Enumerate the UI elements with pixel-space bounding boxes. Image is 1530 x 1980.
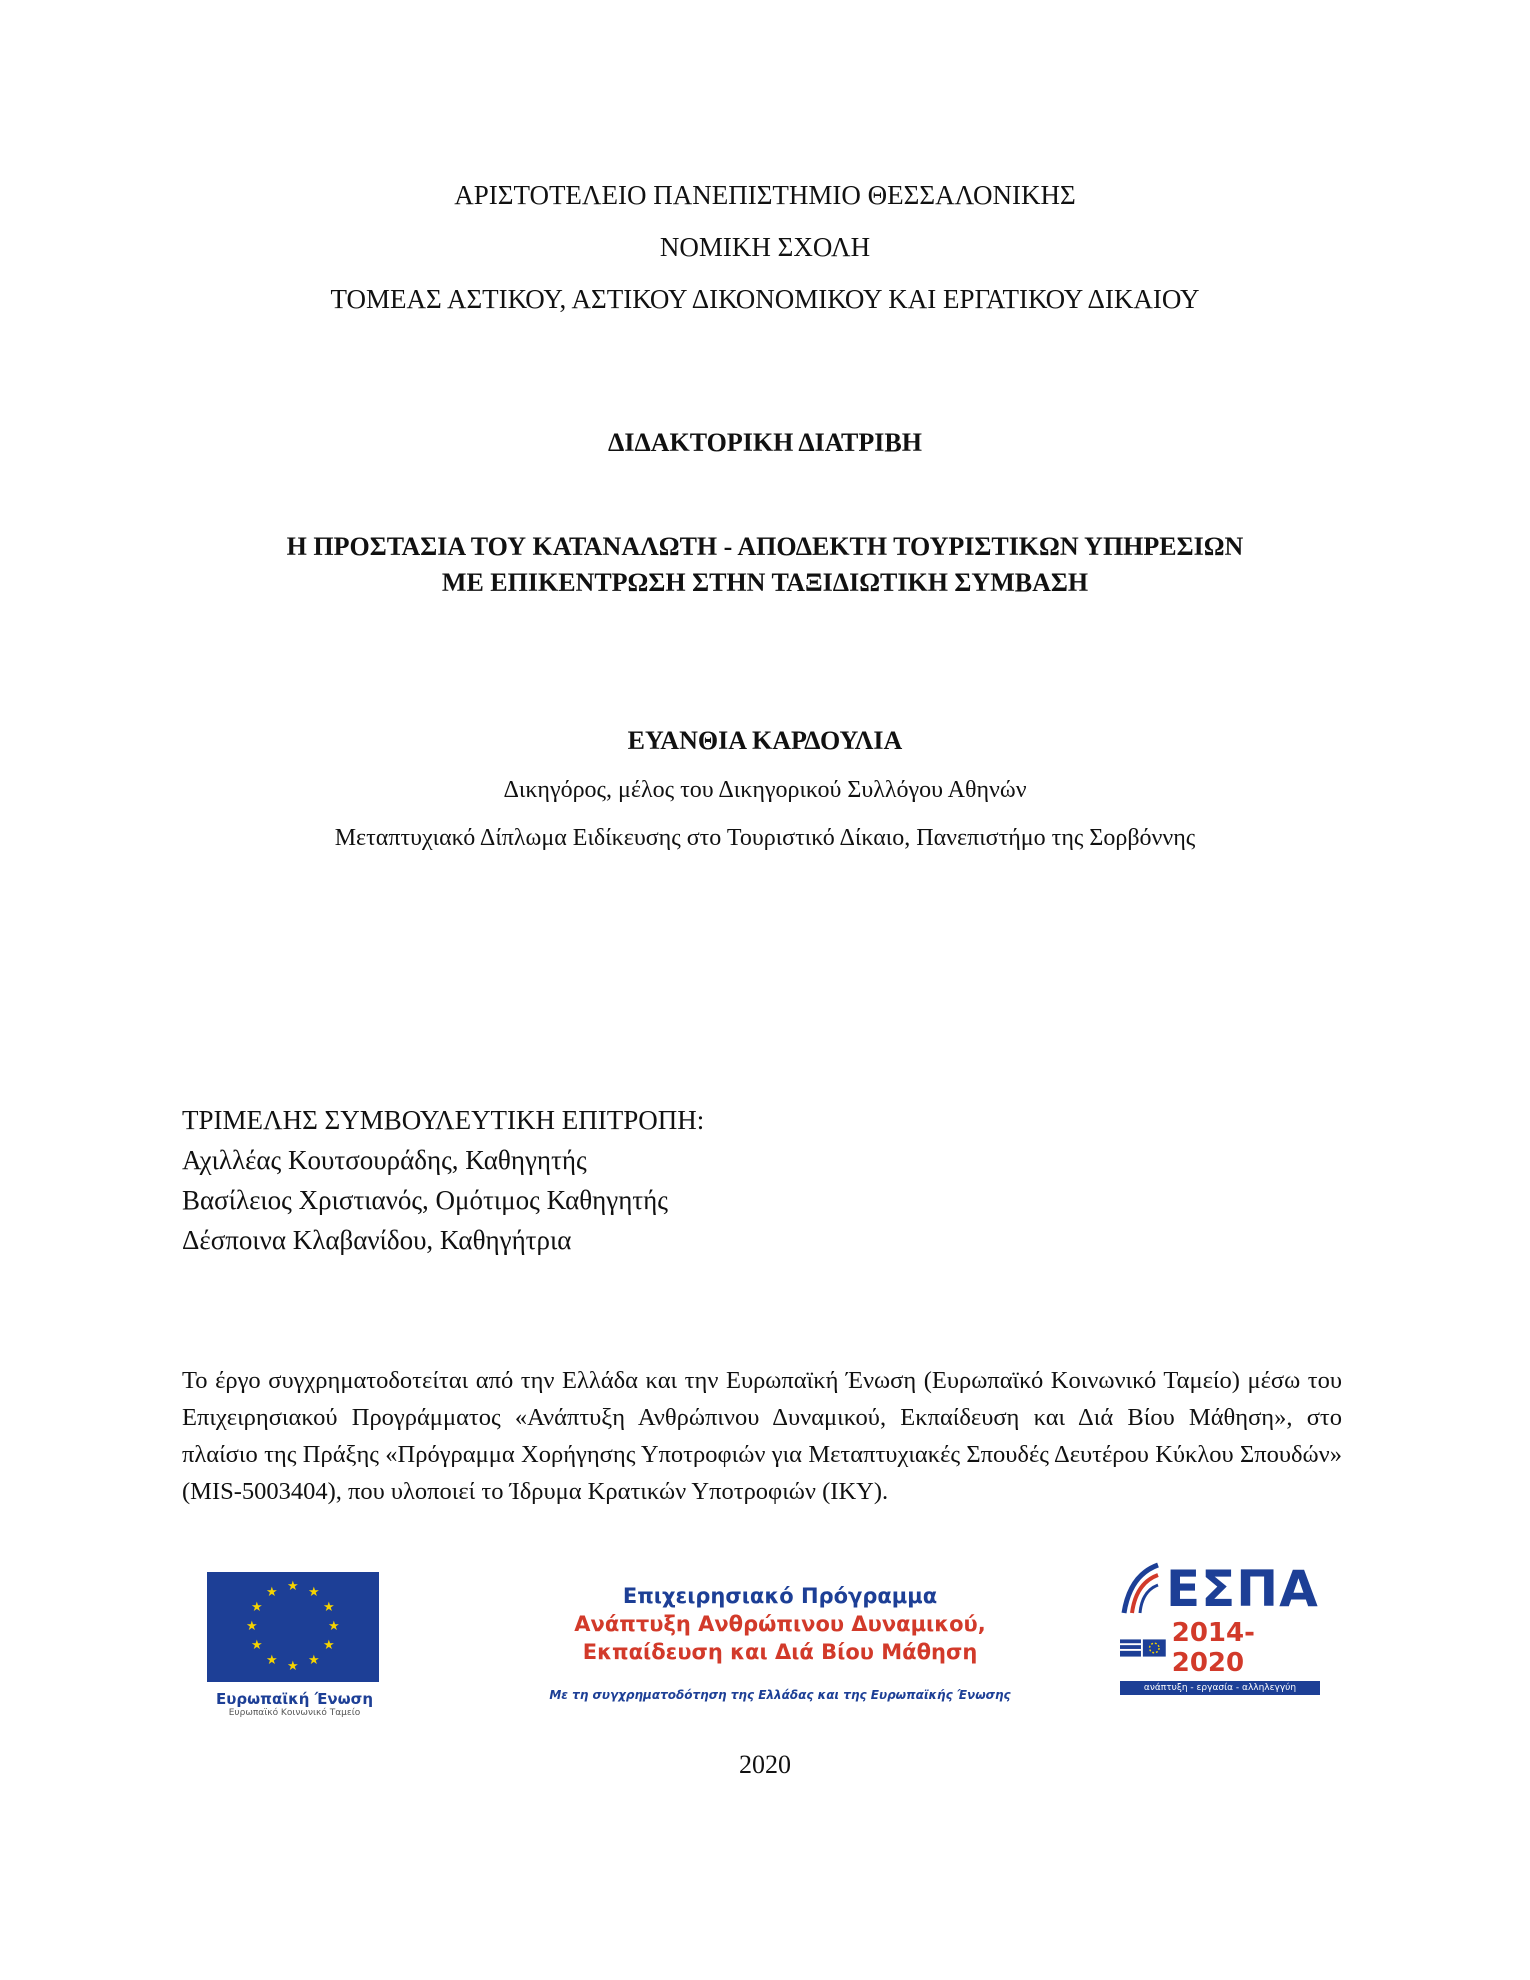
title-line-1: Η ΠΡΟΣΤΑΣΙΑ ΤΟΥ ΚΑΤΑΝΑΛΩΤΗ - ΑΠΟΔΕΚΤΗ ΤΟΥΡΙΣΤΙΚΩΝ ΥΠΗΡΕΣΙΩΝ [286,532,1244,561]
espa-tagline: ανάπτυξη - εργασία - αλληλεγγύη [1120,1681,1320,1695]
funding-paragraph: Το έργο συγχρηματοδοτείται από την Ελλάδα και την Ευρωπαϊκή Ένωση (Ευρωπαϊκό Κοινωνικό Ταμείο) μέσω του Επιχειρησιακού Προγράμματος «Ανάπτυξη Ανθρώπινου Δυναμικού, Εκπαίδευση και Διά Βίου Μάθηση», στο πλαίσιο της Πράξης «Πρόγραμμα Χορήγησης Υποτροφιών για Μεταπτυχιακές Σπουδές Δευτέρου Κύκλου Σπουδών» (MIS-5003404), που υλοποιεί το Ίδρυμα Κρατικών Υποτροφιών (ΙΚΥ). [182,1367,1342,1505]
eu-logo-name: Ευρωπαϊκή Ένωση [215,1690,374,1708]
espa-word: ΕΣΠΑ [1166,1560,1319,1618]
espa-years: 2014-2020 [1171,1618,1255,1678]
op-line-2: Ανάπτυξη Ανθρώπινου Δυναμικού, [574,1612,986,1636]
committee-member: Δέσποινα Κλαβανίδου, Καθηγήτρια [182,1225,572,1255]
department-name: ΤΟΜΕΑΣ ΑΣΤΙΚΟΥ, ΑΣΤΙΚΟΥ ΔΙΚΟΝΟΜΙΚΟΥ ΚΑΙ ΕΡΓΑΤΙΚΟΥ ΔΙΚΑΙΟΥ [330,284,1200,314]
eu-flag-icon: ★ ★ ★ ★ ★ ★ ★ ★ ★ ★ ★ ★ [207,1572,379,1682]
operational-programme-logo [500,1582,1060,1702]
espa-swoosh-icon [1120,1561,1160,1617]
title-line-2: ΜΕ ΕΠΙΚΕΝΤΡΩΣΗ ΣΤΗΝ ΤΑΞΙΔΙΩΤΙΚΗ ΣΥΜΒΑΣΗ [441,568,1089,597]
op-line-4: Με τη συγχρηματοδότηση της Ελλάδας και της Ευρωπαϊκής Ένωσης [549,1688,1011,1702]
flags-icon [1120,1637,1166,1659]
espa-logo [1120,1560,1320,1695]
eu-logo [207,1572,382,1718]
school-name: ΝΟΜΙΚΗ ΣΧΟΛΗ [659,232,871,262]
op-line-1: Επιχειρησιακό Πρόγραμμα [622,1584,938,1608]
eu-logo-fund: Ευρωπαϊκό Κοινωνικό Ταμείο [228,1708,361,1718]
author-affiliation-2: Μεταπτυχιακό Δίπλωμα Ειδίκευσης στο Τουριστικό Δίκαιο, Πανεπιστήμο της Σορβόννης [334,825,1196,851]
publication-year: 2020 [739,1750,791,1779]
author-affiliation-1: Δικηγόρος, μέλος του Δικηγορικού Συλλόγου Αθηνών [503,777,1027,803]
committee-block [182,1100,704,1260]
op-line-3: Εκπαίδευση και Διά Βίου Μάθηση [582,1640,978,1664]
committee-member: Βασίλειος Χριστιανός, Ομότιμος Καθηγητής [182,1185,668,1215]
document-type: ΔΙΔΑΚΤΟΡΙΚΗ ΔΙΑΤΡΙΒΗ [608,428,922,457]
university-name: ΑΡΙΣΤΟΤΕΛΕΙΟ ΠΑΝΕΠΙΣΤΗΜΙΟ ΘΕΣΣΑΛΟΝΙΚΗΣ [454,180,1076,210]
committee-heading: ΤΡΙΜΕΛΗΣ ΣΥΜΒΟΥΛΕΥΤΙΚΗ ΕΠΙΤΡΟΠΗ: [182,1105,705,1135]
author-name: ΕΥΑΝΘΙΑ ΚΑΡΔΟΥΛΙΑ [627,726,903,755]
committee-member: Αχιλλέας Κουτσουράδης, Καθηγητής [182,1145,587,1175]
